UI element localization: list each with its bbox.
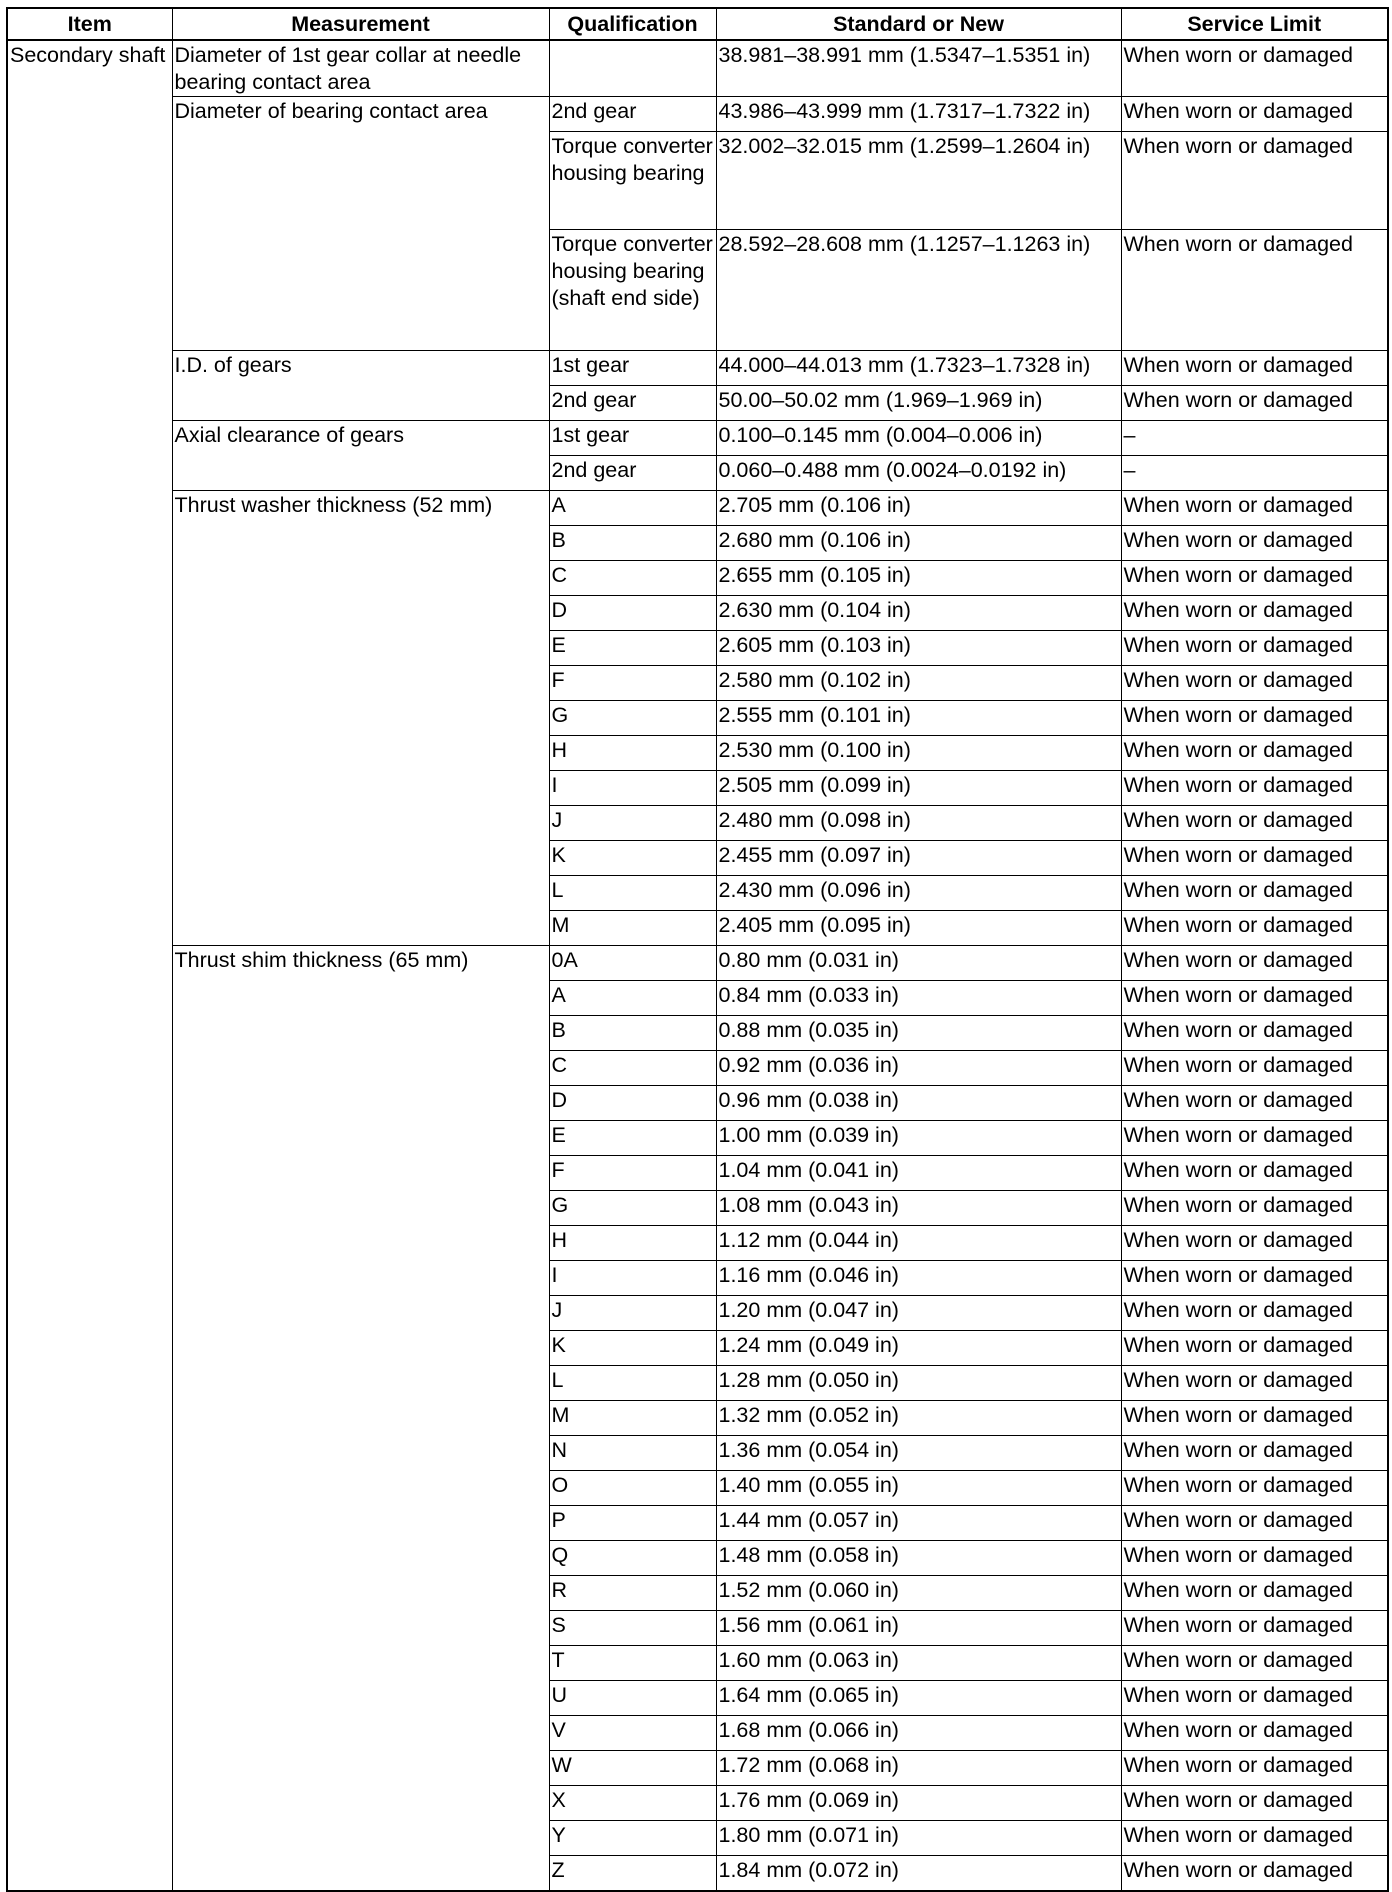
standard-cell: 0.84 mm (0.033 in) — [716, 981, 1121, 1016]
service-limit-cell: When worn or damaged — [1121, 1856, 1388, 1892]
table-body — [7, 40, 1388, 1891]
standard-cell: 1.68 mm (0.066 in) — [716, 1716, 1121, 1751]
qualification-cell: L — [549, 876, 716, 911]
service-limit-cell: When worn or damaged — [1121, 981, 1388, 1016]
qualification-cell: D — [549, 1086, 716, 1121]
standard-cell: 1.28 mm (0.050 in) — [716, 1366, 1121, 1401]
qualification-cell: W — [549, 1751, 716, 1786]
qualification-cell: 2nd gear — [549, 456, 716, 491]
qualification-cell: 2nd gear — [549, 386, 716, 421]
service-limit-cell: When worn or damaged — [1121, 1086, 1388, 1121]
standard-cell: 38.981–38.991 mm (1.5347–1.5351 in) — [716, 40, 1121, 97]
service-limit-cell: When worn or damaged — [1121, 736, 1388, 771]
service-limit-cell: When worn or damaged — [1121, 1296, 1388, 1331]
service-limit-cell: When worn or damaged — [1121, 631, 1388, 666]
service-limit-cell: When worn or damaged — [1121, 1541, 1388, 1576]
qualification-cell: I — [549, 771, 716, 806]
standard-cell: 2.455 mm (0.097 in) — [716, 841, 1121, 876]
table-row — [7, 97, 1388, 132]
specification-table — [6, 7, 1389, 1892]
standard-cell: 1.24 mm (0.049 in) — [716, 1331, 1121, 1366]
service-limit-cell: When worn or damaged — [1121, 1051, 1388, 1086]
measurement-cell: Axial clearance of gears — [172, 421, 549, 491]
service-limit-cell: When worn or damaged — [1121, 666, 1388, 701]
service-limit-cell: When worn or damaged — [1121, 1121, 1388, 1156]
qualification-cell: L — [549, 1366, 716, 1401]
qualification-cell: U — [549, 1681, 716, 1716]
measurement-cell: Diameter of bearing contact area — [172, 97, 549, 351]
standard-cell: 1.84 mm (0.072 in) — [716, 1856, 1121, 1892]
service-limit-cell: When worn or damaged — [1121, 1366, 1388, 1401]
service-limit-cell: When worn or damaged — [1121, 1506, 1388, 1541]
header-service-limit: Service Limit — [1121, 8, 1388, 40]
service-limit-cell: – — [1121, 421, 1388, 456]
qualification-cell: E — [549, 1121, 716, 1156]
standard-cell: 50.00–50.02 mm (1.969–1.969 in) — [716, 386, 1121, 421]
standard-cell: 0.060–0.488 mm (0.0024–0.0192 in) — [716, 456, 1121, 491]
header-standard: Standard or New — [716, 8, 1121, 40]
service-limit-cell: When worn or damaged — [1121, 1331, 1388, 1366]
measurement-cell: Thrust washer thickness (52 mm) — [172, 491, 549, 946]
qualification-cell: K — [549, 1331, 716, 1366]
measurement-cell: Diameter of 1st gear collar at needle bearing contact area — [172, 40, 549, 97]
qualification-cell: M — [549, 1401, 716, 1436]
service-limit-cell: When worn or damaged — [1121, 596, 1388, 631]
qualification-cell: G — [549, 1191, 716, 1226]
standard-cell: 2.555 mm (0.101 in) — [716, 701, 1121, 736]
standard-cell: 1.44 mm (0.057 in) — [716, 1506, 1121, 1541]
service-limit-cell: When worn or damaged — [1121, 806, 1388, 841]
qualification-cell: F — [549, 1156, 716, 1191]
standard-cell: 1.60 mm (0.063 in) — [716, 1646, 1121, 1681]
standard-cell: 0.80 mm (0.031 in) — [716, 946, 1121, 981]
qualification-cell: B — [549, 526, 716, 561]
qualification-cell: H — [549, 736, 716, 771]
qualification-cell: 0A — [549, 946, 716, 981]
qualification-cell: Y — [549, 1821, 716, 1856]
service-limit-cell: When worn or damaged — [1121, 526, 1388, 561]
qualification-cell: A — [549, 981, 716, 1016]
service-limit-cell: When worn or damaged — [1121, 132, 1388, 230]
service-limit-cell: When worn or damaged — [1121, 1156, 1388, 1191]
service-limit-cell: When worn or damaged — [1121, 1786, 1388, 1821]
qualification-cell: R — [549, 1576, 716, 1611]
service-limit-cell: When worn or damaged — [1121, 561, 1388, 596]
table-row — [7, 946, 1388, 981]
header-qualification: Qualification — [549, 8, 716, 40]
service-limit-cell: When worn or damaged — [1121, 1646, 1388, 1681]
item-cell: Secondary shaft — [7, 40, 172, 1891]
service-limit-cell: When worn or damaged — [1121, 1226, 1388, 1261]
service-limit-cell: When worn or damaged — [1121, 491, 1388, 526]
qualification-cell: J — [549, 1296, 716, 1331]
qualification-cell: E — [549, 631, 716, 666]
qualification-cell: V — [549, 1716, 716, 1751]
table-header — [7, 8, 1388, 40]
qualification-cell: X — [549, 1786, 716, 1821]
table-row — [7, 491, 1388, 526]
standard-cell: 2.705 mm (0.106 in) — [716, 491, 1121, 526]
standard-cell: 1.00 mm (0.039 in) — [716, 1121, 1121, 1156]
service-limit-cell: When worn or damaged — [1121, 40, 1388, 97]
service-limit-cell: When worn or damaged — [1121, 351, 1388, 386]
standard-cell: 1.40 mm (0.055 in) — [716, 1471, 1121, 1506]
standard-cell: 28.592–28.608 mm (1.1257–1.1263 in) — [716, 230, 1121, 351]
service-limit-cell: When worn or damaged — [1121, 946, 1388, 981]
qualification-cell: A — [549, 491, 716, 526]
qualification-cell: M — [549, 911, 716, 946]
standard-cell: 1.16 mm (0.046 in) — [716, 1261, 1121, 1296]
qualification-cell: Q — [549, 1541, 716, 1576]
qualification-cell: K — [549, 841, 716, 876]
standard-cell: 0.96 mm (0.038 in) — [716, 1086, 1121, 1121]
service-limit-cell: When worn or damaged — [1121, 1716, 1388, 1751]
service-limit-cell: When worn or damaged — [1121, 841, 1388, 876]
qualification-cell: H — [549, 1226, 716, 1261]
standard-cell: 2.505 mm (0.099 in) — [716, 771, 1121, 806]
qualification-cell: Torque converter housing bearing — [549, 132, 716, 230]
standard-cell: 1.08 mm (0.043 in) — [716, 1191, 1121, 1226]
table-row — [7, 351, 1388, 386]
table-row — [7, 40, 1388, 97]
standard-cell: 0.88 mm (0.035 in) — [716, 1016, 1121, 1051]
standard-cell: 2.530 mm (0.100 in) — [716, 736, 1121, 771]
service-limit-cell: When worn or damaged — [1121, 1751, 1388, 1786]
qualification-cell: N — [549, 1436, 716, 1471]
standard-cell: 1.04 mm (0.041 in) — [716, 1156, 1121, 1191]
standard-cell: 2.480 mm (0.098 in) — [716, 806, 1121, 841]
service-limit-cell: When worn or damaged — [1121, 386, 1388, 421]
standard-cell: 2.605 mm (0.103 in) — [716, 631, 1121, 666]
service-limit-cell: When worn or damaged — [1121, 876, 1388, 911]
service-limit-cell: When worn or damaged — [1121, 1576, 1388, 1611]
qualification-cell: Z — [549, 1856, 716, 1892]
standard-cell: 32.002–32.015 mm (1.2599–1.2604 in) — [716, 132, 1121, 230]
standard-cell: 2.430 mm (0.096 in) — [716, 876, 1121, 911]
qualification-cell — [549, 40, 716, 97]
standard-cell: 1.80 mm (0.071 in) — [716, 1821, 1121, 1856]
qualification-cell: 2nd gear — [549, 97, 716, 132]
standard-cell: 1.12 mm (0.044 in) — [716, 1226, 1121, 1261]
service-limit-cell: When worn or damaged — [1121, 1436, 1388, 1471]
service-limit-cell: When worn or damaged — [1121, 1471, 1388, 1506]
qualification-cell: I — [549, 1261, 716, 1296]
qualification-cell: C — [549, 1051, 716, 1086]
qualification-cell: B — [549, 1016, 716, 1051]
qualification-cell: O — [549, 1471, 716, 1506]
service-limit-cell: When worn or damaged — [1121, 1821, 1388, 1856]
table-row — [7, 421, 1388, 456]
header-item: Item — [7, 8, 172, 40]
service-limit-cell: When worn or damaged — [1121, 1681, 1388, 1716]
service-limit-cell: When worn or damaged — [1121, 97, 1388, 132]
standard-cell: 43.986–43.999 mm (1.7317–1.7322 in) — [716, 97, 1121, 132]
measurement-cell: Thrust shim thickness (65 mm) — [172, 946, 549, 1892]
standard-cell: 1.64 mm (0.065 in) — [716, 1681, 1121, 1716]
standard-cell: 1.56 mm (0.061 in) — [716, 1611, 1121, 1646]
measurement-cell: I.D. of gears — [172, 351, 549, 421]
standard-cell: 44.000–44.013 mm (1.7323–1.7328 in) — [716, 351, 1121, 386]
standard-cell: 1.72 mm (0.068 in) — [716, 1751, 1121, 1786]
qualification-cell: F — [549, 666, 716, 701]
qualification-cell: 1st gear — [549, 351, 716, 386]
header-measurement: Measurement — [172, 8, 549, 40]
qualification-cell: Torque converter housing bearing (shaft end side) — [549, 230, 716, 351]
qualification-cell: 1st gear — [549, 421, 716, 456]
service-limit-cell: When worn or damaged — [1121, 1401, 1388, 1436]
standard-cell: 2.655 mm (0.105 in) — [716, 561, 1121, 596]
qualification-cell: D — [549, 596, 716, 631]
qualification-cell: G — [549, 701, 716, 736]
header-row — [7, 8, 1388, 40]
standard-cell: 1.48 mm (0.058 in) — [716, 1541, 1121, 1576]
qualification-cell: T — [549, 1646, 716, 1681]
standard-cell: 1.76 mm (0.069 in) — [716, 1786, 1121, 1821]
standard-cell: 0.92 mm (0.036 in) — [716, 1051, 1121, 1086]
standard-cell: 1.32 mm (0.052 in) — [716, 1401, 1121, 1436]
qualification-cell: S — [549, 1611, 716, 1646]
service-limit-cell: When worn or damaged — [1121, 911, 1388, 946]
standard-cell: 1.52 mm (0.060 in) — [716, 1576, 1121, 1611]
standard-cell: 0.100–0.145 mm (0.004–0.006 in) — [716, 421, 1121, 456]
standard-cell: 1.20 mm (0.047 in) — [716, 1296, 1121, 1331]
service-limit-cell: When worn or damaged — [1121, 771, 1388, 806]
standard-cell: 2.680 mm (0.106 in) — [716, 526, 1121, 561]
service-limit-cell: When worn or damaged — [1121, 701, 1388, 736]
qualification-cell: J — [549, 806, 716, 841]
service-limit-cell: When worn or damaged — [1121, 230, 1388, 351]
service-limit-cell: When worn or damaged — [1121, 1611, 1388, 1646]
service-limit-cell: When worn or damaged — [1121, 1191, 1388, 1226]
standard-cell: 2.630 mm (0.104 in) — [716, 596, 1121, 631]
service-limit-cell: When worn or damaged — [1121, 1261, 1388, 1296]
qualification-cell: C — [549, 561, 716, 596]
standard-cell: 2.405 mm (0.095 in) — [716, 911, 1121, 946]
service-limit-cell: – — [1121, 456, 1388, 491]
standard-cell: 1.36 mm (0.054 in) — [716, 1436, 1121, 1471]
qualification-cell: P — [549, 1506, 716, 1541]
standard-cell: 2.580 mm (0.102 in) — [716, 666, 1121, 701]
service-limit-cell: When worn or damaged — [1121, 1016, 1388, 1051]
